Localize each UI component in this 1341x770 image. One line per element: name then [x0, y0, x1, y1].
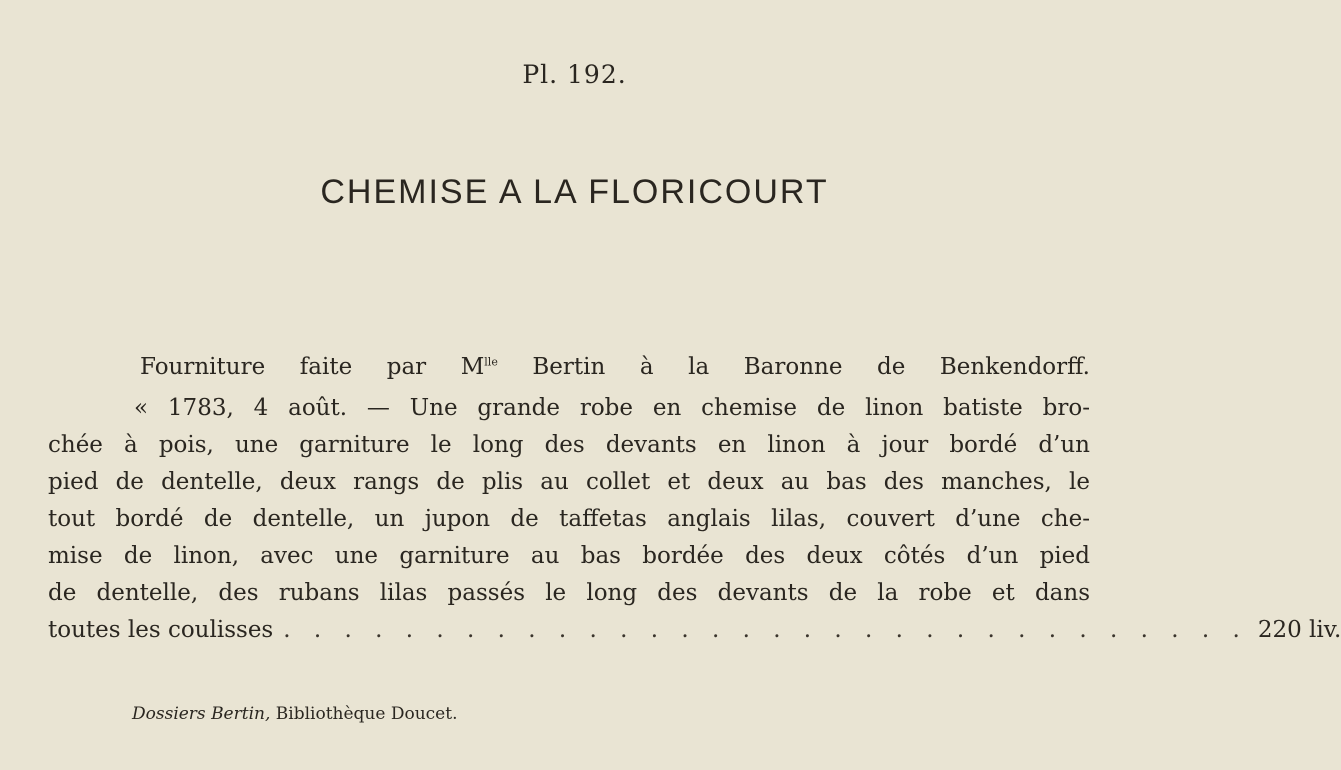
intro-superscript: lle: [484, 355, 498, 369]
body-line: chée à pois, une garniture le long des devants en linon à jour bordé d’un: [48, 432, 1090, 458]
intro-text-after: Bertin à la Baronne de Benkendorff.: [497, 354, 1090, 380]
dot-leader: . . . . . . . . . . . . . . . . . . . . . . . . . . . . . . . .: [283, 617, 1248, 643]
last-body-line: [48, 615, 1341, 645]
plate-number: Pl. 192.: [522, 60, 627, 89]
source-library: Bibliothèque Doucet.: [270, 704, 458, 724]
source-citation: [132, 704, 457, 724]
intro-line: [140, 352, 1090, 382]
intro-text-before: Fourniture faite par M: [140, 354, 485, 380]
last-line-text: toutes les coulisses: [48, 617, 274, 643]
body-line: pied de dentelle, deux rangs de plis au collet et deux au bas des manches, le: [48, 469, 1090, 495]
body-line: tout bordé de dentelle, un jupon de taffetas anglais lilas, couvert d’une che-: [48, 506, 1090, 532]
body-line: « 1783, 4 août. — Une grande robe en chemise de linon batiste bro-: [134, 395, 1090, 421]
source-title: Dossiers Bertin,: [132, 704, 271, 724]
body-line: de dentelle, des rubans lilas passés le long des devants de la robe et dans: [48, 580, 1090, 606]
page-title: CHEMISE A LA FLORICOURT: [320, 172, 829, 211]
body-line: mise de linon, avec une garniture au bas bordée des deux côtés d’un pied: [48, 543, 1090, 569]
price-amount: 220 liv.: [1257, 617, 1341, 643]
